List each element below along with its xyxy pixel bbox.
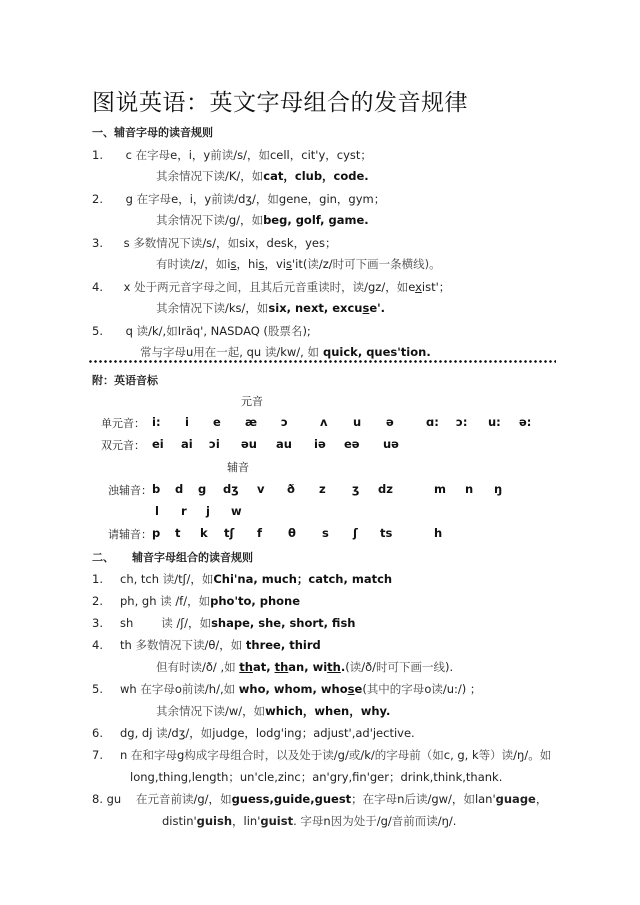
rule2-th-line2: 但有时读/ð/ ,如 that, than, with.(读/ð/时可下画一线). [156, 660, 454, 674]
phoneme: ə [386, 415, 394, 429]
rule-s-line1: 3. s 多数情况下读/s/，如six，desk，yes； [92, 236, 337, 250]
phoneme: ð [287, 482, 295, 496]
phoneme: θ [288, 526, 296, 540]
phoneme: h [434, 526, 443, 540]
phoneme: s [322, 526, 329, 540]
phoneme: eə [344, 437, 360, 451]
rule-c-line2: 其余情况下读/K/，如cat，club，code. [156, 169, 369, 183]
phoneme: b [152, 482, 161, 496]
voiced-label: 浊辅音： [108, 484, 152, 497]
phoneme: u [353, 415, 362, 429]
rule-q-line2: 常与字母u用在一起, qu 读/kw/, 如 quick, ques'tion. [140, 345, 431, 359]
phoneme: u: [488, 415, 501, 429]
rule-s-line2: 有时读/z/，如is，his，vis'it(读/z/时可下画一条横线)。 [156, 257, 441, 271]
phoneme: ʃ [353, 526, 358, 540]
phoneme: dz [378, 482, 393, 496]
diphthongs-label: 双元音： [101, 439, 145, 452]
phoneme: w [231, 504, 242, 518]
phoneme: p [152, 526, 161, 540]
phoneme: j [206, 504, 210, 518]
rule2-wh-line1: 5. wh 在字母o前读/h/,如 who, whom, whose(其中的字母o读/u:/) ； [92, 682, 482, 696]
phoneme: k [200, 526, 208, 540]
phoneme: t [175, 526, 181, 540]
rule2-th-line1: 4. th 多数情况下读/θ/，如 three, third [92, 638, 321, 652]
phoneme: ai [181, 437, 193, 451]
phoneme: au [276, 437, 292, 451]
phoneme: ei [152, 437, 164, 451]
rule2-gu-line2: distin'guish，lin'guist. 字母n因为处于/g/音前而读/ŋ/. [162, 814, 457, 828]
phoneme: tʃ [224, 526, 235, 540]
rule2-dg: 6. dg, dj 读/dʒ/，如judge，lodg'ing；adjust',ad'jective. [92, 726, 415, 740]
phoneme: r [181, 504, 187, 518]
appendix-heading: 附：英语音标 [92, 374, 158, 387]
phoneme: g [198, 482, 207, 496]
dotted-divider [88, 360, 556, 363]
rule2-wh-line2: 其余情况下读/w/，如which，when，why. [156, 704, 391, 718]
page-title: 图说英语：英文字母组合的发音规律 [92, 90, 468, 116]
section1-heading: 一、辅音字母的读音规则 [92, 126, 213, 139]
phoneme: uə [383, 437, 399, 451]
phoneme: ə: [519, 415, 532, 429]
phoneme: f [257, 526, 263, 540]
phoneme: ɔ [281, 415, 288, 429]
rule-c-line1: 1. c 在字母e，i，y前读/s/，如cell，cit'y，cyst； [92, 148, 372, 162]
phoneme: dʒ [223, 482, 239, 496]
rule-x-line1: 4. x 处于两元音字母之间，且其后元音重读时，读/gz/，如exist'； [92, 280, 451, 294]
consonants-title: 辅音 [227, 461, 249, 474]
rule-g-line1: 2. g 在字母e，i，y前读/dʒ/，如gene，gin，gym； [92, 192, 386, 206]
rule2-ch: 1. ch, tch 读/tʃ/，如Chi'na, much；catch, match [92, 572, 393, 586]
phoneme: n [465, 482, 474, 496]
phoneme: l [155, 504, 159, 518]
phoneme: i [185, 415, 189, 429]
rule2-ph: 2. ph, gh 读 /f/，如pho'to, phone [92, 594, 301, 608]
phoneme: z [319, 482, 326, 496]
rule2-n-line1: 7. n 在和字母g构成字母组合时，以及处于读/g/或/k/的字母前（如c, g, k等）读/ŋ/。如 [92, 748, 552, 762]
phoneme: i: [152, 415, 161, 429]
phoneme: əu [241, 437, 257, 451]
vowels-title: 元音 [241, 395, 263, 408]
phoneme: ʒ [352, 482, 360, 496]
phoneme: v [257, 482, 265, 496]
phoneme: ŋ [494, 482, 503, 496]
phoneme: m [434, 482, 446, 496]
phoneme: iə [314, 437, 326, 451]
rule-x-line2: 其余情况下读/ks/，如six, next, excuse'. [156, 301, 386, 315]
phoneme: æ [245, 415, 258, 429]
rule2-sh: 3. sh 读 /ʃ/，如shape, she, short, fish [92, 616, 356, 630]
monophthongs-label: 单元音： [101, 417, 145, 430]
phoneme: e [213, 415, 221, 429]
phoneme: ɔi [209, 437, 220, 451]
phoneme: ɔ: [456, 415, 468, 429]
rule-q-line1: 5. q 读/k/,如Iräq', NASDAQ (股票名); [92, 324, 311, 338]
phoneme: ʌ [320, 415, 328, 429]
rule2-n-line2: long,thing,length；un'cle,zinc；an'gry,fin'ger；drink,think,thank. [130, 770, 503, 784]
phoneme: ts [380, 526, 393, 540]
phoneme: d [175, 482, 184, 496]
phoneme: ɑ: [426, 415, 439, 429]
section2-heading: 二、 辅音字母组合的读音规则 [92, 551, 253, 564]
voiceless-label: 请辅音： [108, 528, 152, 541]
rule-g-line2: 其余情况下读/g/，如beg, golf, game. [156, 213, 369, 227]
rule2-gu-line1: 8. gu 在元音前读/g/，如guess,guide,guest；在字母n后读/gw/，如lan'guage， [92, 792, 548, 806]
